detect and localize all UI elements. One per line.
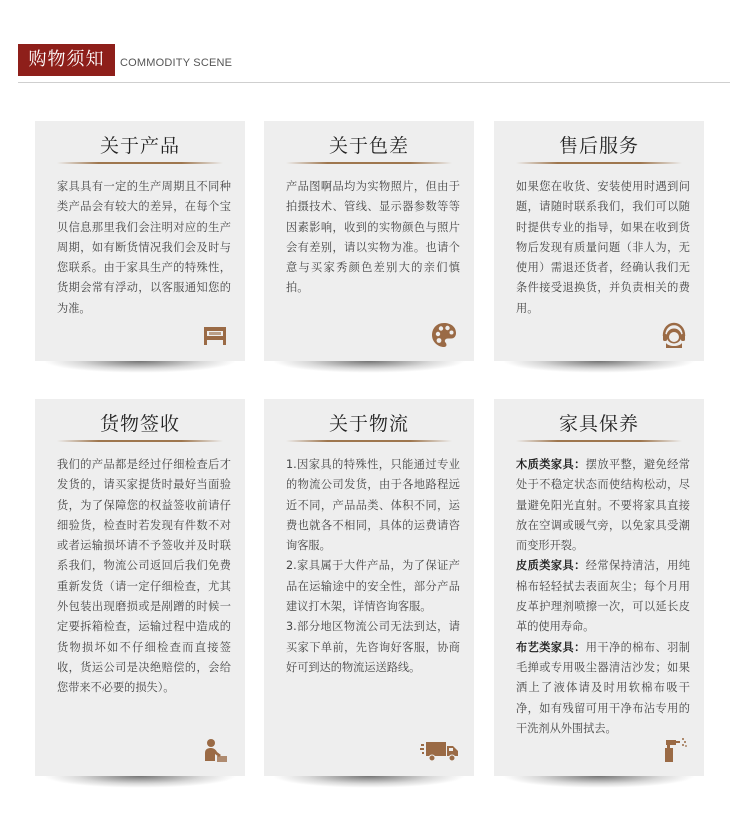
card-about-color xyxy=(264,121,474,361)
card-after-sales xyxy=(494,121,704,361)
card-paragraph: 家具具有一定的生产周期且不同种类产品会有较大的差异，在每个宝贝信息那里我们会注明对应的生产周期，如有断货情况我们会及时与您联系。由于家具生产的特殊性，货期会常有浮动，以客服通知您的为准。 xyxy=(57,180,231,315)
care-text: 用干净的棉布、羽制毛掸或专用吸尘器清洁沙发；如果洒上了液体请及时用软棉布吸干净，如有残留可用干净布沾专用的干洗剂从外围拭去。 xyxy=(516,640,690,735)
card-divider xyxy=(286,440,452,442)
card-title: 关于物流 xyxy=(328,413,409,435)
card-shadow xyxy=(43,776,237,788)
card-about-product xyxy=(35,121,245,361)
card-text xyxy=(57,177,231,319)
care-leather xyxy=(516,556,690,637)
spray-bottle-icon xyxy=(660,736,688,764)
card-title: 关于产品 xyxy=(99,135,180,157)
delivery-truck-icon xyxy=(420,736,460,764)
section-header xyxy=(18,44,730,84)
card-text xyxy=(286,177,460,299)
card-paragraph: 3.部分地区物流公司无法到达，请买家下单前，先咨询好客服，协商好可到达的物流运送路线。 xyxy=(286,620,460,674)
card-shadow xyxy=(43,361,237,373)
card-paragraph: 1.因家具的特殊性，只能通过专业的物流公司发货，由于各地路程远近不同，产品品类、体积不同，运费也就各不相同，具体的运费请咨询客服。 xyxy=(286,458,460,553)
care-text: 摆放平整，避免经常处于不稳定状态而使结构松动，尽量避免阳光直射。不要将家具直接放在空调或暖气旁，以免家具受潮而变形开裂。 xyxy=(516,458,690,553)
card-divider xyxy=(516,440,682,442)
card-shadow xyxy=(502,361,696,373)
care-label: 布艺类家具： xyxy=(516,640,586,654)
header-divider xyxy=(18,82,730,83)
card-text xyxy=(516,455,690,739)
card-title: 售后服务 xyxy=(558,135,639,157)
customer-service-icon xyxy=(660,321,688,349)
card-goods-receipt xyxy=(35,399,245,776)
card-furniture-care xyxy=(494,399,704,776)
section-title: 购物须知 xyxy=(18,44,115,76)
care-label: 木质类家具： xyxy=(516,458,586,471)
care-wood xyxy=(516,455,690,556)
card-paragraph: 如果您在收货、安装使用时遇到问题，请随时联系我们，我们可以随时提供专业的指导，如果在收到货物后发现有质量问题（非人为，无使用）需退还货者，经确认我们无条件接受退换货，并负责相关的费用。 xyxy=(516,180,690,315)
card-text xyxy=(516,177,690,319)
card-paragraph: 产品图啊品均为实物照片，但由于拍摄技术、管线、显示器参数等等因素影响，收到的实物颜色与照片会有差别，请以实物为准。也请个意与买家秀颜色差别大的亲们慎拍。 xyxy=(286,180,460,295)
care-label: 皮质类家具： xyxy=(516,559,586,573)
card-divider xyxy=(57,440,223,442)
card-divider xyxy=(286,162,452,164)
card-paragraph: 2.家具属于大件产品，为了保证产品在运输途中的安全性，部分产品建议打木架，详情咨询客服。 xyxy=(286,559,460,614)
card-logistics xyxy=(264,399,474,776)
card-shadow xyxy=(502,776,696,788)
card-title: 家具保养 xyxy=(558,413,639,435)
sign-receipt-icon xyxy=(201,736,229,764)
card-paragraph: 我们的产品都是经过仔细检查后才发货的，请买家提货时最好当面验货，为了保障您的权益签收前请仔细验货，检查时若发现有件数不对或者运输损坏请不予签收并及时联系我们，物流公司返回后我们免费重新发货（请一定仔细检查，尤其外包装出现磨损或是剐蹭的时候一定要拆箱检查，运输过程中造成的货物损坏如不仔细检查而直接签收，货运公司是决绝赔偿的，会给您带来不必要的损失）。 xyxy=(57,458,231,695)
card-title: 货物签收 xyxy=(99,413,180,435)
card-shadow xyxy=(272,776,466,788)
section-subtitle: COMMODITY SCENE xyxy=(120,57,233,69)
card-text xyxy=(57,455,231,699)
card-title: 关于色差 xyxy=(328,135,409,157)
palette-icon xyxy=(430,321,458,349)
card-divider xyxy=(516,162,682,164)
card-divider xyxy=(57,162,223,164)
card-text xyxy=(286,455,460,678)
care-fabric xyxy=(516,638,690,739)
card-shadow xyxy=(272,361,466,373)
care-text: 经常保持清洁，用纯棉布轻轻拭去表面灰尘；每个月用皮革护理剂喷擦一次，可以延长皮革的使用寿命。 xyxy=(516,559,690,634)
armchair-icon xyxy=(201,321,229,349)
